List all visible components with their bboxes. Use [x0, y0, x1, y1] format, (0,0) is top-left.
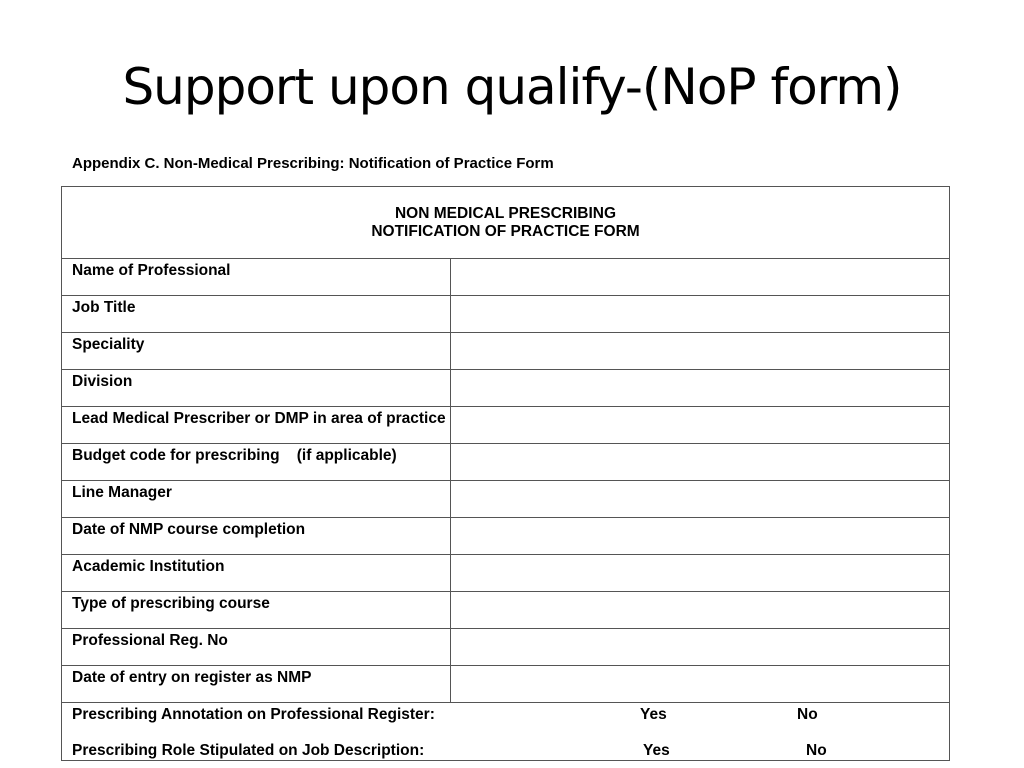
form-row-professional-reg-no [62, 629, 950, 666]
prescribing-course-type-field[interactable] [451, 592, 950, 629]
form-row-name-of-professional [62, 259, 950, 296]
field-label: Date of NMP course completion [62, 518, 451, 555]
field-label: Lead Medical Prescriber or DMP in area of practice [62, 407, 451, 444]
role-no-option[interactable]: No [806, 742, 827, 759]
form-row-division [62, 370, 950, 407]
field-label: Job Title [62, 296, 451, 333]
role-question-row [72, 742, 949, 760]
form-row-nmp-course-date [62, 518, 950, 555]
form-header-line2: NOTIFICATION OF PRACTICE FORM [371, 222, 640, 240]
annotation-cell [62, 703, 950, 761]
field-label: Professional Reg. No [62, 629, 451, 666]
form-header-line1: NON MEDICAL PRESCRIBING [394, 204, 617, 222]
academic-institution-field[interactable] [451, 555, 950, 592]
form-row-academic-institution [62, 555, 950, 592]
division-field[interactable] [451, 370, 950, 407]
speciality-field[interactable] [451, 333, 950, 370]
job-title-field[interactable] [451, 296, 950, 333]
form-row-lead-medical-prescriber [62, 407, 950, 444]
field-label: Budget code for prescribing (if applicable) [62, 444, 451, 481]
register-entry-date-field[interactable] [451, 666, 950, 703]
field-label: Academic Institution [62, 555, 451, 592]
field-label: Name of Professional [62, 259, 451, 296]
form-row-speciality [62, 333, 950, 370]
form-row-prescribing-course-type [62, 592, 950, 629]
lead-medical-prescriber-field[interactable] [451, 407, 950, 444]
form-row-annotations [62, 703, 950, 761]
form-row-register-entry-date [62, 666, 950, 703]
field-label: Speciality [62, 333, 451, 370]
form-row-budget-code [62, 444, 950, 481]
field-label: Date of entry on register as NMP [62, 666, 451, 703]
nmp-course-date-field[interactable] [451, 518, 950, 555]
field-label: Line Manager [62, 481, 451, 518]
field-label: Division [62, 370, 451, 407]
role-question: Prescribing Role Stipulated on Job Description: [72, 742, 425, 759]
appendix-heading: Appendix C. Non-Medical Prescribing: Notification of Practice Form [72, 155, 554, 172]
form-header [62, 187, 950, 259]
line-manager-field[interactable] [451, 481, 950, 518]
annotation-question: Prescribing Annotation on Professional Register: [72, 706, 435, 723]
annotation-yes-option[interactable]: Yes [640, 706, 667, 723]
name-of-professional-field[interactable] [451, 259, 950, 296]
form-header-row [62, 187, 950, 259]
form-row-line-manager [62, 481, 950, 518]
form-row-job-title [62, 296, 950, 333]
nop-form-table [61, 186, 950, 761]
annotation-no-option[interactable]: No [797, 706, 818, 723]
role-yes-option[interactable]: Yes [643, 742, 670, 759]
budget-code-field[interactable] [451, 444, 950, 481]
annotation-question-row [72, 706, 949, 724]
slide-title: Support upon qualify-(NoP form) [122, 58, 902, 116]
professional-reg-no-field[interactable] [451, 629, 950, 666]
field-label: Type of prescribing course [62, 592, 451, 629]
